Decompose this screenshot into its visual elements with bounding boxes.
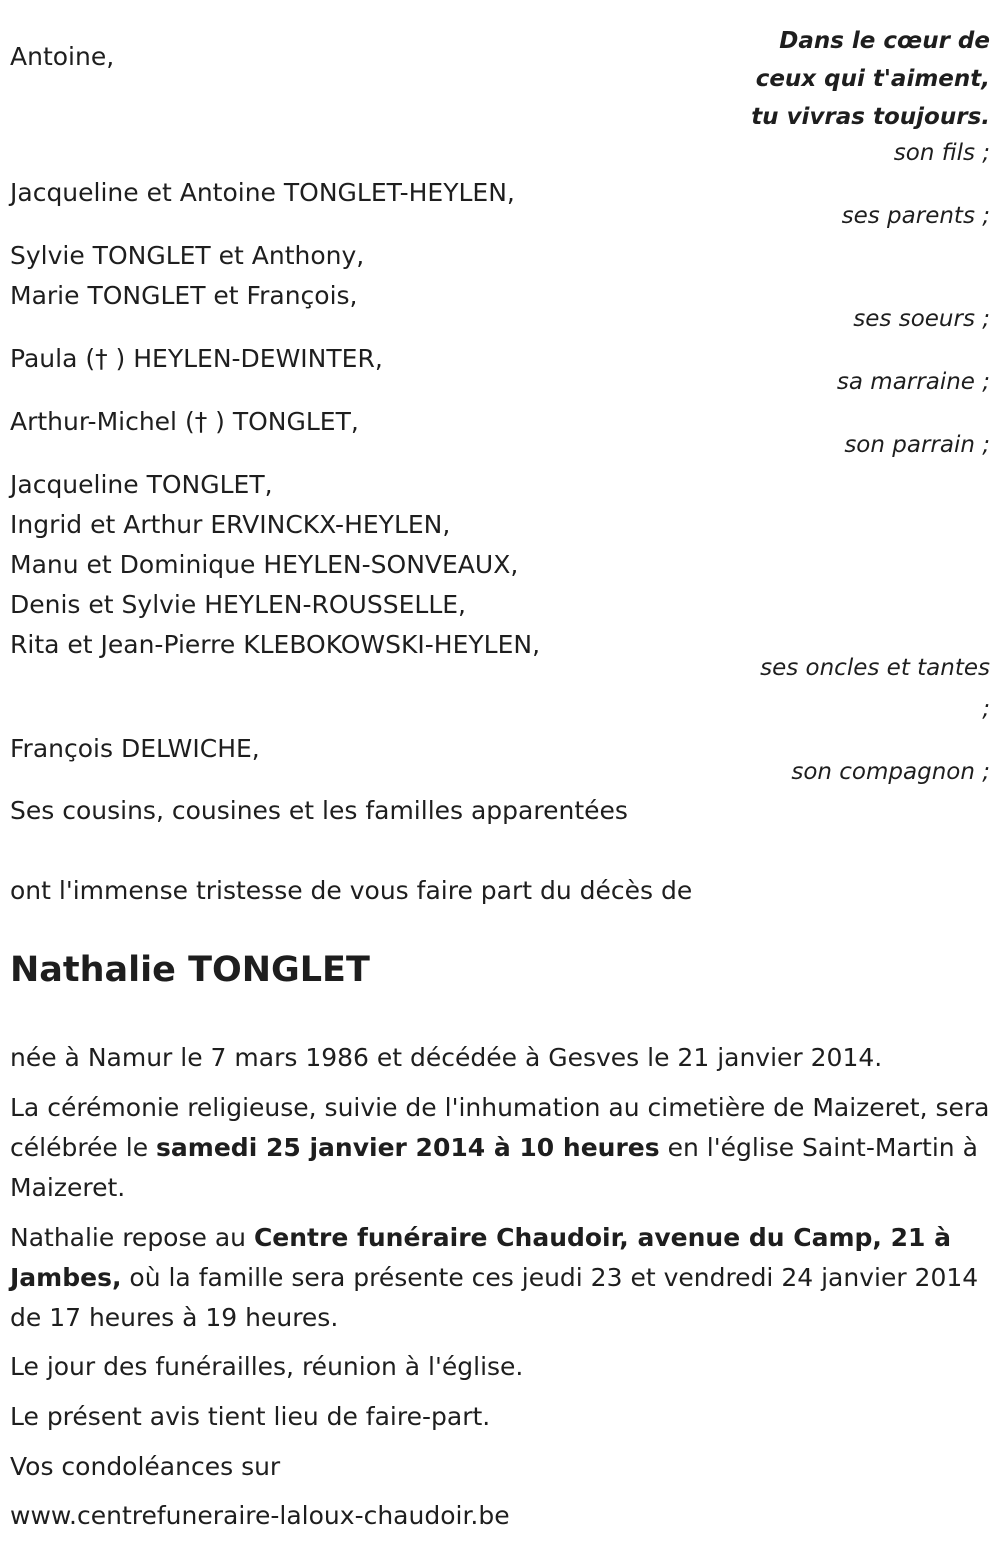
- family-role: sa marraine ;: [836, 369, 990, 395]
- family-name: Ingrid et Arthur ERVINCKX-HEYLEN,: [10, 510, 451, 539]
- rest-text: où la famille sera présente ces jeudi 23 et vendredi 24 janvier 2014 de 17 heures à 19 heures.: [10, 1263, 979, 1332]
- family-name: Jacqueline TONGLET,: [10, 470, 273, 499]
- family-role: son compagnon ;: [791, 759, 990, 785]
- motto: [751, 22, 990, 136]
- rest-paragraph: [10, 1218, 990, 1338]
- family-name: Denis et Sylvie HEYLEN-ROUSSELLE,: [10, 590, 466, 619]
- rest-text: Nathalie repose au: [10, 1223, 254, 1252]
- notice: Le présent avis tient lieu de faire-part.: [10, 1402, 491, 1431]
- ceremony-text: La cérémonie religieuse, suivie de l'inhumation au cimetière de Maizeret, sera célébrée le: [10, 1093, 990, 1162]
- ceremony-paragraph: [10, 1088, 990, 1208]
- announcement: ont l'immense tristesse de vous faire part du décès de: [10, 876, 693, 905]
- website-link[interactable]: www.centrefuneraire-laloux-chaudoir.be: [10, 1501, 510, 1530]
- family-name: Jacqueline et Antoine TONGLET-HEYLEN,: [10, 178, 515, 207]
- family-role: ses oncles et tantes: [760, 655, 990, 681]
- funeral-day: Le jour des funérailles, réunion à l'église.: [10, 1352, 524, 1381]
- family-role: ;: [982, 696, 990, 722]
- rest-location: Centre funéraire Chaudoir, avenue du Camp, 21 à Jambes,: [10, 1223, 951, 1292]
- family-name: Rita et Jean-Pierre KLEBOKOWSKI-HEYLEN,: [10, 630, 541, 659]
- ceremony-text: en l'église Saint-Martin à Maizeret.: [10, 1133, 978, 1202]
- family-name: Antoine,: [10, 42, 115, 71]
- motto-line: Dans le cœur de: [779, 28, 990, 54]
- motto-line: tu vivras toujours.: [751, 104, 990, 130]
- ceremony-date: samedi 25 janvier 2014 à 10 heures: [156, 1133, 660, 1162]
- family-role: son parrain ;: [844, 432, 990, 458]
- family-role: ses parents ;: [841, 203, 990, 229]
- family-name: Ses cousins, cousines et les familles apparentées: [10, 796, 628, 825]
- condolences-label: Vos condoléances sur: [10, 1452, 281, 1481]
- family-role: son fils ;: [893, 140, 990, 166]
- family-name: François DELWICHE,: [10, 734, 260, 763]
- family-name: Paula († ) HEYLEN-DEWINTER,: [10, 344, 383, 373]
- deceased-name: Nathalie TONGLET: [10, 950, 370, 990]
- birth-death: née à Namur le 7 mars 1986 et décédée à Gesves le 21 janvier 2014.: [10, 1043, 883, 1072]
- family-name: Marie TONGLET et François,: [10, 281, 358, 310]
- family-name: Sylvie TONGLET et Anthony,: [10, 241, 365, 270]
- motto-line: ceux qui t'aiment,: [755, 66, 990, 92]
- family-name: Arthur-Michel († ) TONGLET,: [10, 407, 359, 436]
- family-name: Manu et Dominique HEYLEN-SONVEAUX,: [10, 550, 519, 579]
- family-role: ses soeurs ;: [853, 306, 990, 332]
